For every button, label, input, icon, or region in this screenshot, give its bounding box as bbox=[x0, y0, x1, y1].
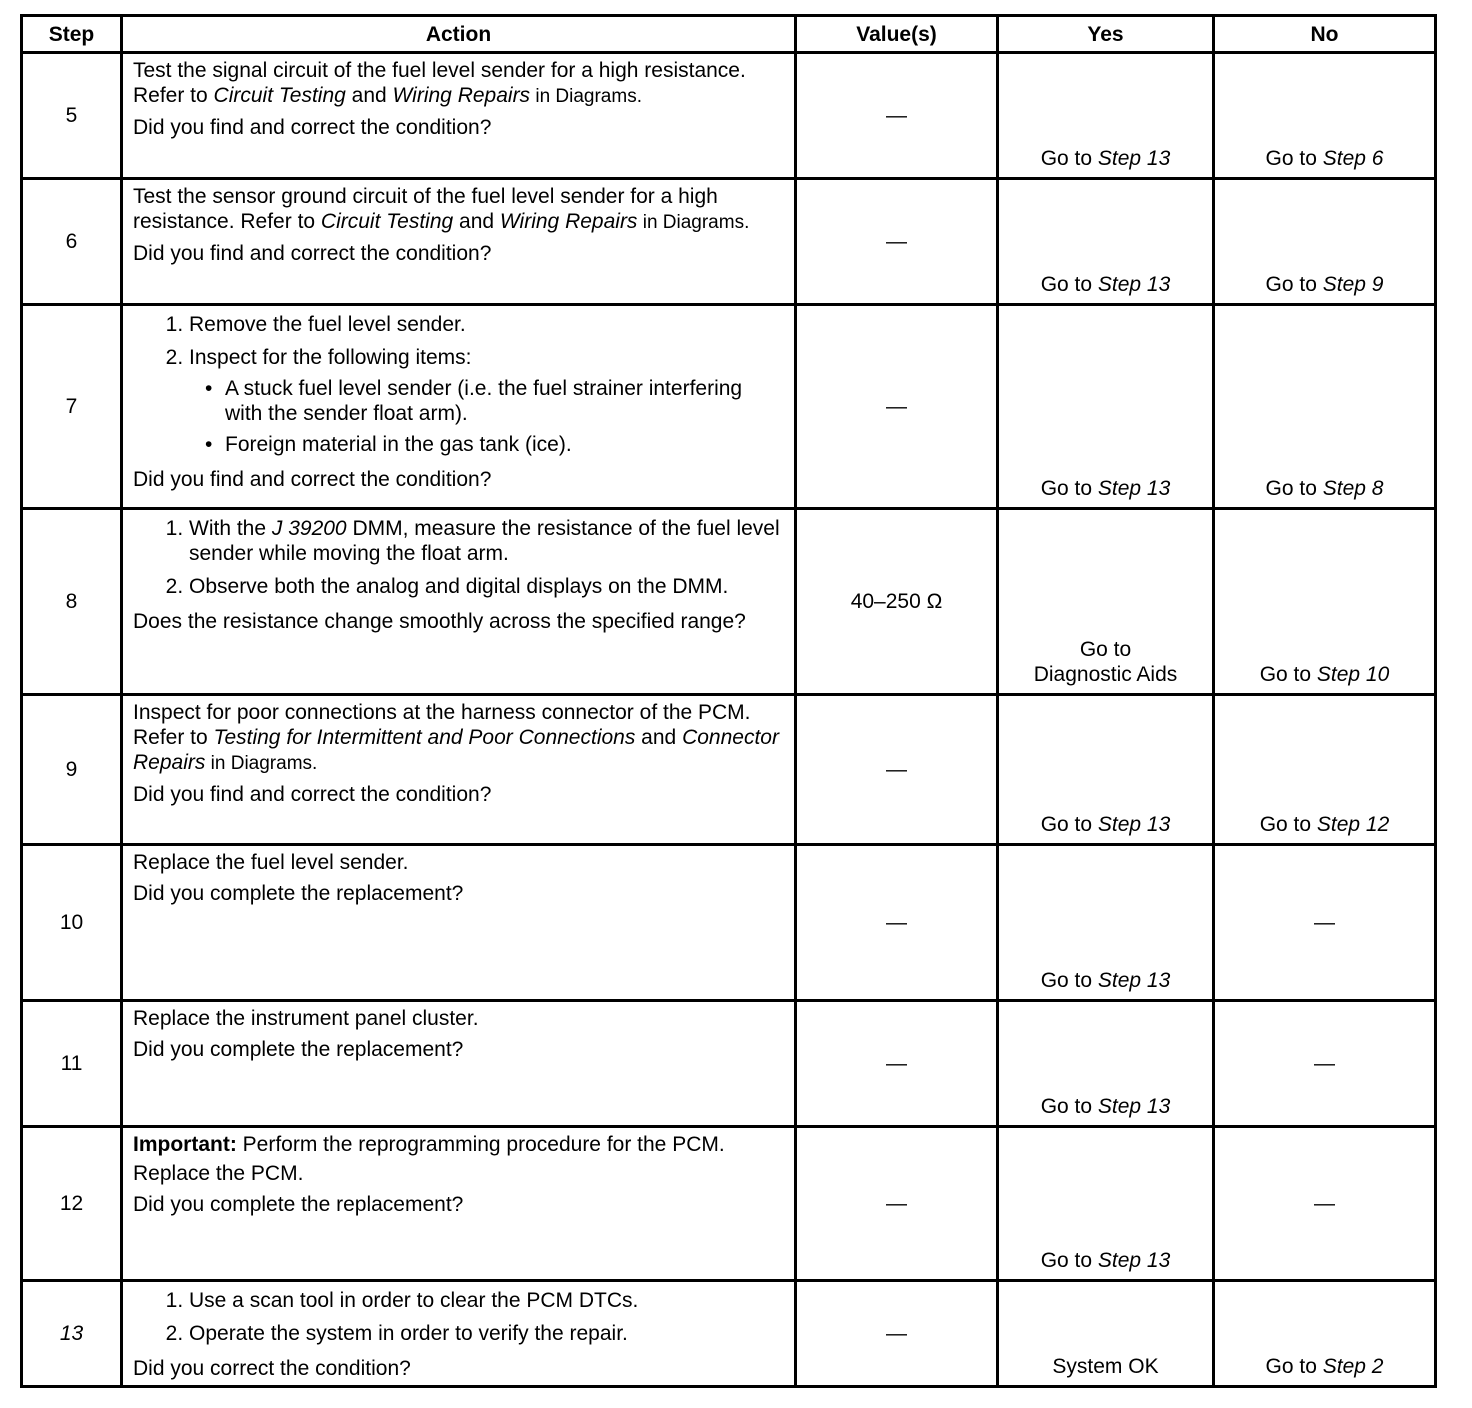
value-cell: — bbox=[796, 53, 998, 179]
step-link[interactable]: Step 6 bbox=[1322, 147, 1384, 170]
no-cell: Go to Step 8 bbox=[1214, 305, 1436, 509]
header-yes: Yes bbox=[998, 16, 1214, 53]
action-question: Did you find and correct the condition? bbox=[133, 468, 492, 491]
header-step: Step bbox=[22, 16, 122, 53]
step-number: 11 bbox=[22, 1001, 122, 1127]
action-text: Test the signal circuit of the fuel level sender for a high resistance. Refer to Circuit Testing and Wiring Repairs in Diagrams. bbox=[133, 59, 746, 107]
yes-cell: Go to Step 13 bbox=[998, 695, 1214, 845]
list-item: 2. Operate the system in order to verify the repair. bbox=[189, 1321, 784, 1346]
table-row bbox=[22, 695, 1436, 845]
value-cell: — bbox=[796, 695, 998, 845]
action-steps bbox=[133, 516, 784, 599]
action-cell bbox=[122, 1001, 796, 1127]
step-number: 5 bbox=[22, 53, 122, 179]
table-row bbox=[22, 1127, 1436, 1281]
table-row bbox=[22, 1001, 1436, 1127]
action-steps bbox=[133, 1288, 784, 1346]
table-row bbox=[22, 53, 1436, 179]
table-row bbox=[22, 845, 1436, 1001]
value-cell: — bbox=[796, 305, 998, 509]
step-number: 9 bbox=[22, 695, 122, 845]
yes-cell: Go to Step 13 bbox=[998, 305, 1214, 509]
value-cell: — bbox=[796, 845, 998, 1001]
step-number: 12 bbox=[22, 1127, 122, 1281]
step-link[interactable]: Step 13 bbox=[1097, 147, 1171, 170]
yes-cell: Go to Step 13 bbox=[998, 1001, 1214, 1127]
step-number: 13 bbox=[22, 1281, 122, 1387]
list-item: 1. Remove the fuel level sender. bbox=[189, 312, 784, 337]
bullet-item: • A stuck fuel level sender (i.e. the fuel strainer interfering with the sender float arm). bbox=[225, 376, 784, 426]
yes-cell: Go to Diagnostic Aids bbox=[998, 509, 1214, 695]
no-cell: Go to Step 10 bbox=[1214, 509, 1436, 695]
action-text: Test the sensor ground circuit of the fuel level sender for a high resistance. Refer to Circuit Testing and Wiring Repairs in Diagrams. bbox=[133, 185, 750, 233]
value-cell: — bbox=[796, 1001, 998, 1127]
action-question: Did you complete the replacement? bbox=[133, 882, 464, 905]
step-link[interactable]: Step 13 bbox=[1097, 1249, 1171, 1272]
no-cell: — bbox=[1214, 845, 1436, 1001]
action-cell bbox=[122, 53, 796, 179]
table-row bbox=[22, 509, 1436, 695]
value-cell: — bbox=[796, 1127, 998, 1281]
header-values: Value(s) bbox=[796, 16, 998, 53]
action-question: Did you correct the condition? bbox=[133, 1357, 411, 1380]
action-question: Did you complete the replacement? bbox=[133, 1193, 464, 1216]
bullet-item: • Foreign material in the gas tank (ice). bbox=[225, 432, 784, 457]
action-cell bbox=[122, 305, 796, 509]
no-cell: Go to Step 9 bbox=[1214, 179, 1436, 305]
header-no: No bbox=[1214, 16, 1436, 53]
table-row bbox=[22, 179, 1436, 305]
no-cell: Go to Step 12 bbox=[1214, 695, 1436, 845]
no-cell: Go to Step 2 bbox=[1214, 1281, 1436, 1387]
step-link[interactable]: Step 9 bbox=[1322, 273, 1384, 296]
header-row bbox=[22, 16, 1436, 53]
step-number: 7 bbox=[22, 305, 122, 509]
important-note: Important: Perform the reprogramming procedure for the PCM. bbox=[133, 1133, 725, 1156]
action-question: Does the resistance change smoothly across the specified range? bbox=[133, 610, 746, 633]
diagnostic-table bbox=[20, 14, 1437, 1388]
action-cell bbox=[122, 695, 796, 845]
list-item: 1. With the J 39200 DMM, measure the resistance of the fuel level sender while moving the float arm. bbox=[189, 516, 784, 566]
step-number: 6 bbox=[22, 179, 122, 305]
action-cell bbox=[122, 1127, 796, 1281]
list-item: 2. Observe both the analog and digital displays on the DMM. bbox=[189, 574, 784, 599]
step-link[interactable]: Step 13 bbox=[1097, 273, 1171, 296]
yes-cell: Go to Step 13 bbox=[998, 845, 1214, 1001]
action-text: Replace the instrument panel cluster. bbox=[133, 1007, 479, 1030]
action-cell bbox=[122, 179, 796, 305]
action-text: Replace the PCM. bbox=[133, 1162, 304, 1185]
action-steps bbox=[133, 312, 784, 457]
value-cell: — bbox=[796, 179, 998, 305]
yes-cell: System OK bbox=[998, 1281, 1214, 1387]
action-cell bbox=[122, 509, 796, 695]
no-cell: — bbox=[1214, 1127, 1436, 1281]
yes-cell: Go to Step 13 bbox=[998, 179, 1214, 305]
step-link[interactable]: Step 8 bbox=[1322, 477, 1384, 500]
yes-cell: Go to Step 13 bbox=[998, 1127, 1214, 1281]
no-cell: Go to Step 6 bbox=[1214, 53, 1436, 179]
action-question: Did you find and correct the condition? bbox=[133, 116, 492, 139]
step-number: 8 bbox=[22, 509, 122, 695]
action-cell bbox=[122, 845, 796, 1001]
step-link[interactable]: Diagnostic Aids bbox=[1033, 663, 1178, 686]
yes-cell: Go to Step 13 bbox=[998, 53, 1214, 179]
step-link[interactable]: Step 2 bbox=[1322, 1355, 1384, 1378]
action-question: Did you find and correct the condition? bbox=[133, 783, 492, 806]
action-question: Did you complete the replacement? bbox=[133, 1038, 464, 1061]
table-row bbox=[22, 305, 1436, 509]
action-text: Inspect for poor connections at the harness connector of the PCM. Refer to Testing for Intermittent and Poor Connections and Connector Repairs in Diagrams. bbox=[133, 701, 779, 774]
bullet-list bbox=[189, 376, 784, 457]
step-link[interactable]: Step 13 bbox=[1097, 477, 1171, 500]
step-link[interactable]: Step 13 bbox=[1097, 969, 1171, 992]
table-row bbox=[22, 1281, 1436, 1387]
list-item: 2. Inspect for the following items: • A stuck fuel level sender (i.e. the fuel strainer interfering with the sender float arm). • Foreign material in the gas tank (ice). bbox=[189, 345, 784, 457]
action-question: Did you find and correct the condition? bbox=[133, 242, 492, 265]
action-cell bbox=[122, 1281, 796, 1387]
step-link[interactable]: Step 13 bbox=[1097, 1095, 1171, 1118]
action-text: Replace the fuel level sender. bbox=[133, 851, 409, 874]
step-link[interactable]: Step 12 bbox=[1316, 813, 1390, 836]
step-link[interactable]: Step 10 bbox=[1316, 663, 1390, 686]
header-action: Action bbox=[122, 16, 796, 53]
step-link[interactable]: Step 13 bbox=[1097, 813, 1171, 836]
no-cell: — bbox=[1214, 1001, 1436, 1127]
step-number: 10 bbox=[22, 845, 122, 1001]
value-cell: 40–250 Ω bbox=[796, 509, 998, 695]
list-item: 1. Use a scan tool in order to clear the PCM DTCs. bbox=[189, 1288, 784, 1313]
value-cell: — bbox=[796, 1281, 998, 1387]
